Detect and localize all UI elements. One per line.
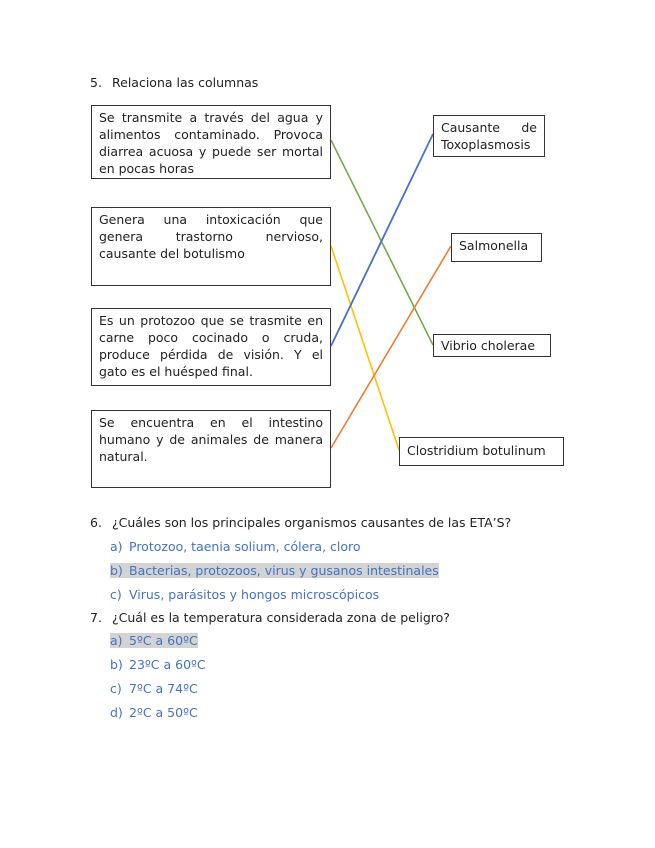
option-text: 23ºC a 60ºC [129, 657, 206, 672]
q6-option-c [110, 587, 379, 602]
left-box-1: Se transmite a través del agua y alimentos contaminado. Provoca diarrea acuosa y puede ser mortal en pocas horas [91, 105, 331, 179]
option-letter: d) [110, 705, 123, 720]
q7-option-c [110, 681, 198, 696]
right-box-toxoplasmosis: Causante de Toxoplasmosis [433, 115, 545, 157]
question-text: ¿Cuáles son los principales organismos causantes de las ETA’S? [112, 515, 512, 530]
highlighted-answer [110, 633, 198, 648]
q7-option-b [110, 657, 206, 672]
option-text: Bacterias, protozoos, virus y gusanos intestinales [129, 563, 439, 578]
left-box-3: Es un protozoo que se trasmite en carne poco cocinado o cruda, produce pérdida de visión. Y el gato es el huésped final. [91, 308, 331, 386]
option-letter: b) [110, 657, 123, 672]
question-text: Relaciona las columnas [112, 75, 259, 90]
option-letter: c) [110, 587, 122, 602]
q7-option-d [110, 705, 198, 720]
q7-option-a [110, 633, 198, 648]
left-box-4: Se encuentra en el intestino humano y de animales de manera natural. [91, 410, 331, 488]
option-text: 7ºC a 74ºC [129, 681, 198, 696]
q6-option-a [110, 539, 361, 554]
option-text: Protozoo, taenia solium, cólera, cloro [129, 539, 361, 554]
highlighted-answer [110, 563, 439, 578]
question-5 [90, 75, 258, 90]
option-letter: c) [110, 681, 122, 696]
option-letter: a) [110, 633, 123, 648]
right-box-clostridium: Clostridium botulinum [399, 437, 564, 466]
option-text: 5ºC a 60ºC [129, 633, 198, 648]
question-6 [90, 515, 511, 530]
right-box-vibrio-cholerae: Vibrio cholerae [433, 334, 551, 357]
question-7 [90, 610, 450, 625]
question-text: ¿Cuál es la temperatura considerada zona de peligro? [112, 610, 450, 625]
option-letter: b) [110, 563, 123, 578]
option-text: Virus, parásitos y hongos microscópicos [129, 587, 380, 602]
option-letter: a) [110, 539, 123, 554]
option-text: 2ºC a 50ºC [129, 705, 198, 720]
left-box-2: Genera una intoxicación que genera trastorno nervioso, causante del botulismo [91, 207, 331, 286]
question-number: 7. [90, 610, 102, 625]
question-number: 6. [90, 515, 102, 530]
q6-option-b [110, 563, 439, 578]
question-number: 5. [90, 75, 102, 90]
right-box-salmonella: Salmonella [451, 233, 542, 262]
